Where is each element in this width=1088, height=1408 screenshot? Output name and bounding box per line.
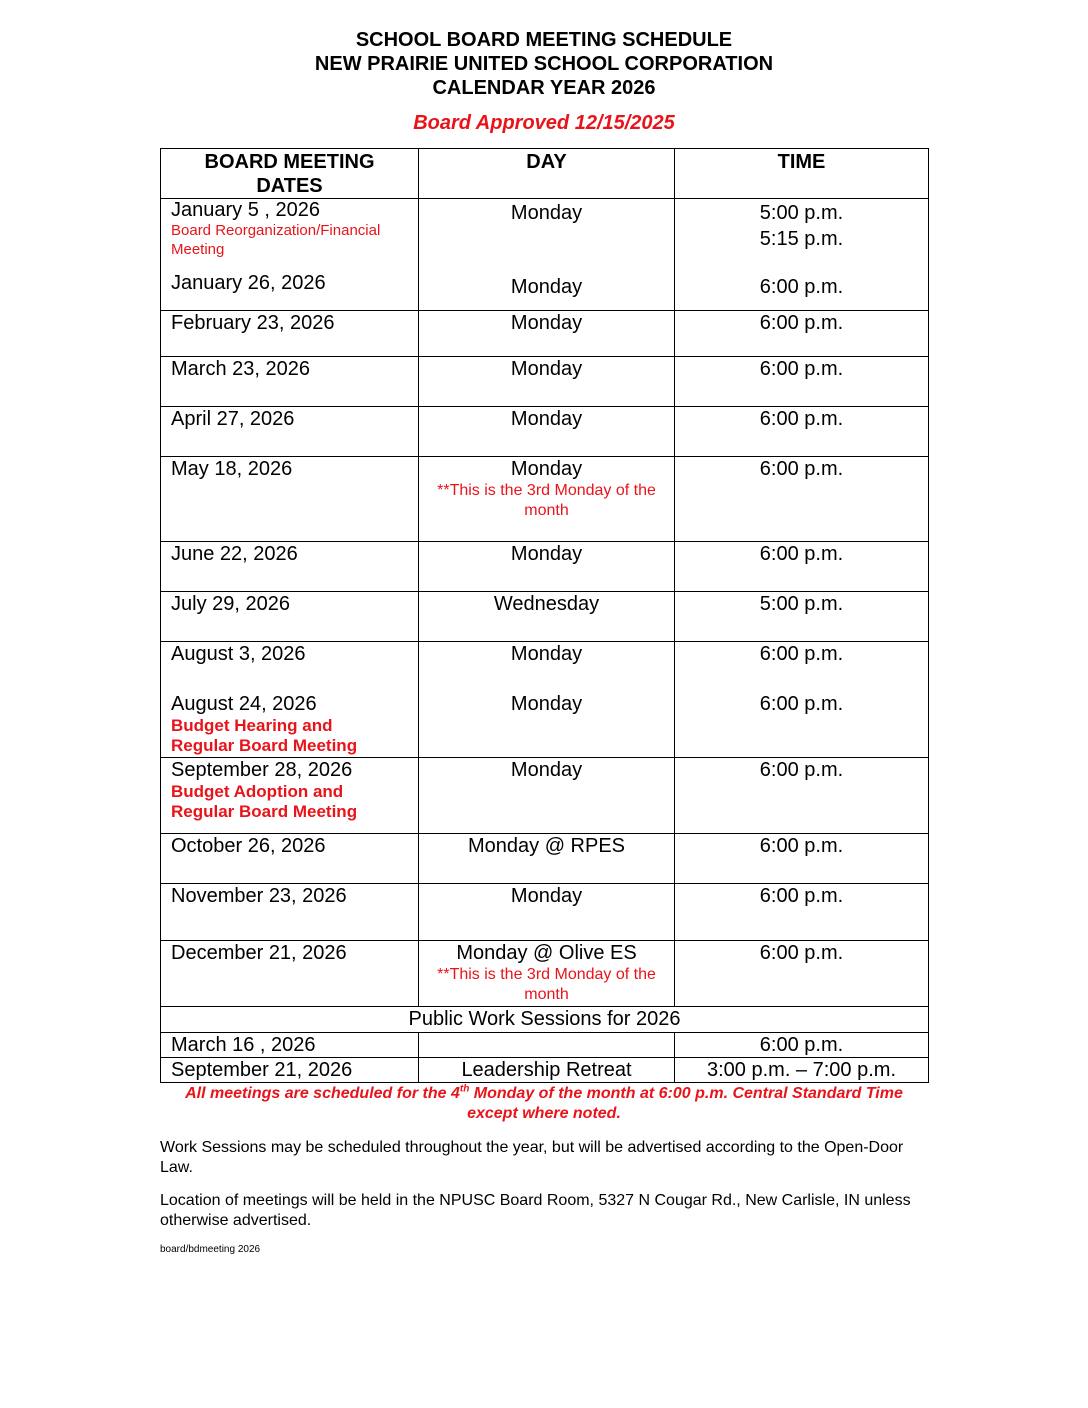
- meeting-time: 6:00 p.m.: [675, 834, 929, 884]
- meeting-time: 6:00 p.m.: [675, 457, 929, 542]
- meeting-time: 6:00 p.m.: [675, 357, 929, 407]
- title-line-1: SCHOOL BOARD MEETING SCHEDULE: [355, 29, 733, 51]
- table-row: [161, 642, 929, 758]
- file-reference: board/bdmeeting 2026: [160, 1244, 261, 1255]
- table-row: [161, 407, 929, 457]
- meeting-day: Monday: [419, 758, 675, 834]
- table-row: [161, 457, 929, 542]
- meeting-date: August 24, 2026: [171, 693, 317, 715]
- meeting-day: Monday: [419, 311, 675, 357]
- meeting-schedule-table: [160, 148, 929, 1083]
- date-cell: [161, 199, 419, 311]
- title-line-3: CALENDAR YEAR 2026: [432, 77, 656, 99]
- meeting-note: Budget Hearing and Regular Board Meeting: [171, 716, 358, 755]
- table-row: [161, 542, 929, 592]
- meeting-date: July 29, 2026: [161, 592, 419, 642]
- session-time: 6:00 p.m.: [675, 1033, 929, 1058]
- table-row: [161, 357, 929, 407]
- meeting-date: April 27, 2026: [161, 407, 419, 457]
- work-sessions-paragraph: Work Sessions may be scheduled throughout the year, but will be advertised according to the Open-Door Law.: [160, 1139, 904, 1176]
- date-cell: [161, 642, 419, 758]
- meeting-time: 5:00 p.m.: [675, 592, 929, 642]
- footnote-text-1: All meetings are scheduled for the 4: [185, 1085, 460, 1102]
- table-row: [161, 311, 929, 357]
- meeting-time: 6:00 p.m.: [675, 542, 929, 592]
- meeting-date: October 26, 2026: [161, 834, 419, 884]
- title-line-2: NEW PRAIRIE UNITED SCHOOL CORPORATION: [314, 53, 774, 75]
- schedule-footnote: [160, 1084, 928, 1124]
- session-time: 3:00 p.m. – 7:00 p.m.: [675, 1058, 929, 1083]
- meeting-note: Board Reorganization/Financial Meeting: [171, 222, 381, 258]
- day-note: **This is the 3rd Monday of the month: [437, 482, 656, 519]
- meeting-day: Monday: [510, 643, 583, 665]
- meeting-day: Monday: [419, 884, 675, 941]
- meeting-time: 6:00 p.m.: [759, 276, 844, 298]
- meeting-day: Monday @ RPES: [419, 834, 675, 884]
- meeting-date: January 5 , 2026: [171, 199, 320, 221]
- meeting-date: May 18, 2026: [161, 457, 419, 542]
- time-cell: [675, 199, 929, 311]
- location-paragraph: Location of meetings will be held in the NPUSC Board Room, 5327 N Cougar Rd., New Carlisle, IN unless otherwise advertised.: [160, 1192, 911, 1229]
- meeting-date: January 26, 2026: [171, 272, 326, 294]
- table-row: [161, 199, 929, 311]
- header-day: DAY: [419, 149, 675, 199]
- work-sessions-heading-row: [161, 1007, 929, 1033]
- meeting-date: August 3, 2026: [171, 643, 306, 665]
- footnote-superscript: th: [459, 1083, 470, 1095]
- day-cell: [419, 642, 675, 758]
- meeting-day: Wednesday: [419, 592, 675, 642]
- table-row: [161, 884, 929, 941]
- meeting-time: 5:15 p.m.: [759, 228, 844, 250]
- meeting-day: Monday: [419, 357, 675, 407]
- table-row: [161, 592, 929, 642]
- meeting-date: September 28, 2026: [171, 759, 353, 781]
- meeting-day: Monday: [419, 407, 675, 457]
- table-row: [161, 1033, 929, 1058]
- meeting-time: 6:00 p.m.: [759, 643, 844, 665]
- work-sessions-heading: Public Work Sessions for 2026: [161, 1007, 929, 1033]
- table-row: [161, 758, 929, 834]
- meeting-day: Monday: [510, 693, 583, 715]
- meeting-time: 6:00 p.m.: [675, 884, 929, 941]
- meeting-date: February 23, 2026: [161, 311, 419, 357]
- meeting-day: Monday: [510, 276, 583, 298]
- meeting-time: 6:00 p.m.: [675, 311, 929, 357]
- meeting-day: Monday: [419, 542, 675, 592]
- approved-date: Board Approved 12/15/2025: [413, 112, 675, 134]
- session-day: [419, 1033, 675, 1058]
- time-cell: [675, 642, 929, 758]
- meeting-date: March 23, 2026: [161, 357, 419, 407]
- table-row: [161, 834, 929, 884]
- header-time: TIME: [675, 149, 929, 199]
- meeting-day: Monday: [510, 458, 583, 480]
- meeting-day: Monday: [510, 202, 583, 224]
- meeting-time: 6:00 p.m.: [759, 693, 844, 715]
- footnote-text-2: Monday of the month at 6:00 p.m. Central Standard Time except where noted.: [467, 1085, 903, 1122]
- day-cell: [419, 457, 675, 542]
- meeting-date: December 21, 2026: [161, 941, 419, 1007]
- meeting-day: Monday @ Olive ES: [456, 942, 637, 964]
- table-header-row: [161, 149, 929, 199]
- day-cell: [419, 941, 675, 1007]
- table-row: [161, 941, 929, 1007]
- meeting-date: June 22, 2026: [161, 542, 419, 592]
- session-day: Leadership Retreat: [419, 1058, 675, 1083]
- meeting-time: 6:00 p.m.: [675, 758, 929, 834]
- date-cell: [161, 758, 419, 834]
- meeting-note: Budget Adoption and Regular Board Meeting: [171, 782, 358, 821]
- day-cell: [419, 199, 675, 311]
- day-note: **This is the 3rd Monday of the month: [437, 966, 656, 1003]
- session-date: September 21, 2026: [161, 1058, 419, 1083]
- meeting-time: 5:00 p.m.: [759, 202, 844, 224]
- session-date: March 16 , 2026: [161, 1033, 419, 1058]
- meeting-date: November 23, 2026: [161, 884, 419, 941]
- table-row: [161, 1058, 929, 1083]
- header-dates: BOARD MEETING DATES: [161, 149, 419, 199]
- meeting-time: 6:00 p.m.: [675, 407, 929, 457]
- meeting-time: 6:00 p.m.: [675, 941, 929, 1007]
